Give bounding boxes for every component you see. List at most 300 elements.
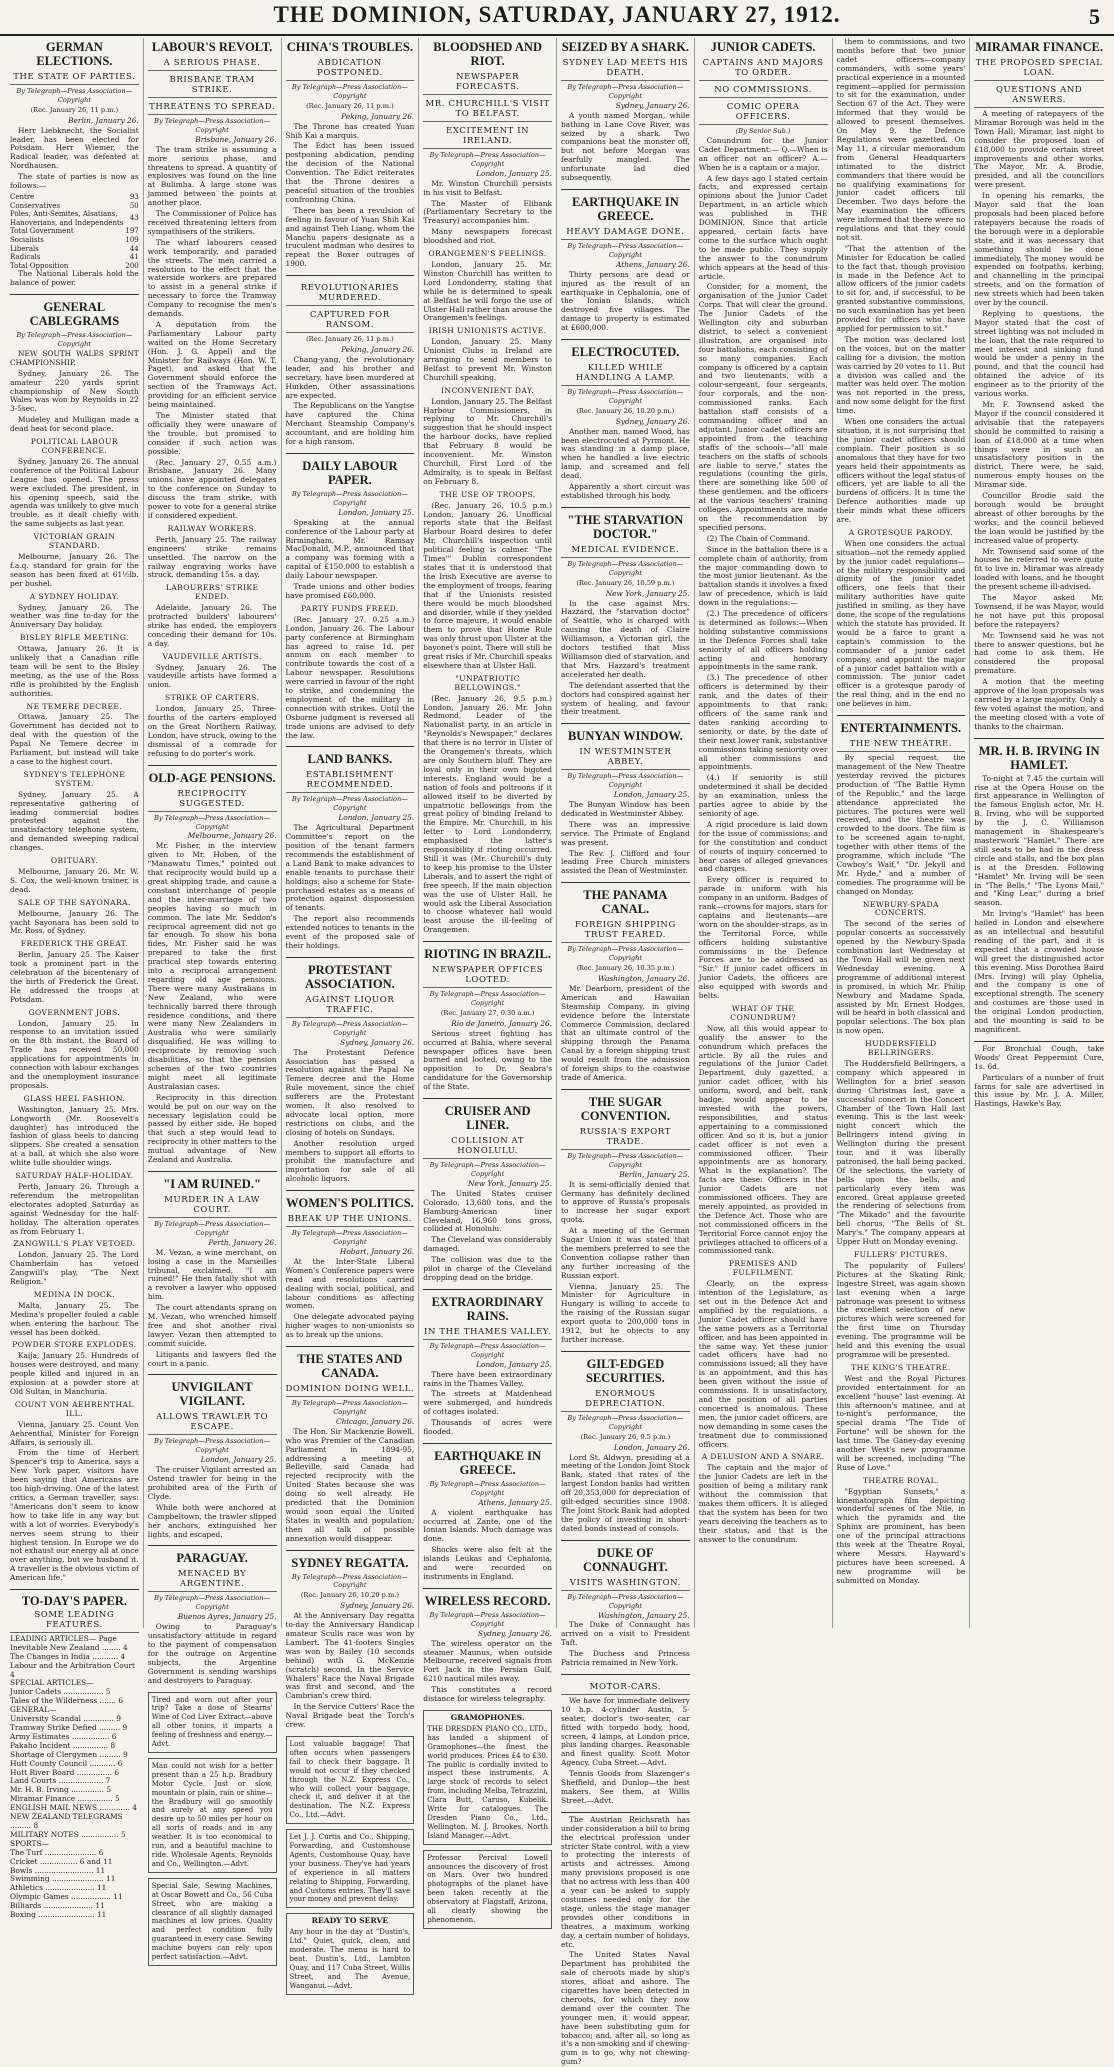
paragraph: Mudeley and Mulligan made a dead heat for second place.	[10, 415, 139, 434]
ad-box	[423, 1710, 552, 1845]
contents-line: University Scandal ............. 9	[10, 1714, 121, 1724]
place-dateline: Washington, January 26.	[597, 974, 690, 983]
article-headline: EARTHQUAKE IN GREECE.	[434, 1448, 542, 1477]
section-text: Ottawa, January 25. The Government has decided not to deal with the question of the Papal Ne Temere decree in Parliament, but instead will take a case to the highest court.	[10, 712, 139, 766]
article-subheading: NO COMMISSIONS.	[699, 85, 828, 98]
article-headline: MIRAMAR FINANCE.	[975, 40, 1103, 54]
paragraph: Since in the battalion there is a complete chain of authority, from the major commanding down to the most junior lieutenant. As the battalion stands it involves a fixed law of precedence, which is laid down in the regulations:—	[698, 544, 828, 608]
article	[561, 189, 690, 333]
place-dateline: London, January 25.	[476, 168, 552, 178]
paragraph: For Bronchial Cough, take Woods' Great Peppermint Cure, 1s. 6d.	[974, 1043, 1104, 1071]
wire-credit: By Telegraph—Press Association—Copyright	[567, 241, 684, 259]
article-subheading: RECIPROCITY SUGGESTED.	[148, 789, 277, 812]
paragraph: By special request, the management of the New Theatre yesterday revived the pictures production of "The Battle Hymn of the Republic," and the large attendance appreciated the pictures. The pictures were well received, and the theatre was crowded to the doors. The film is to be screened again to-night, together with other items of the programme, which include "The Cowboy's Waif," "Dr. Jekyll and Mr. Hyde," and a number of comedies. The programme will be changed on Monday.	[836, 753, 966, 896]
article	[286, 1550, 415, 1730]
section-text: Vienna, January 25. Count Von Aehrenthal, Minister for Foreign Affairs, is seriously ill.	[10, 1419, 139, 1447]
paragraph: Speaking at the annual conference of the Labour party at Birmingham, Mr. Ramsay MacDonald, M.P., announced that a company was forming with a capital of £150,000 to establish a daily Labour newspaper.	[285, 517, 415, 581]
paragraph: Many newspapers forecast bloodshed and riot.	[423, 227, 552, 246]
article	[148, 1171, 277, 1369]
paragraph: One delegate advocated paying higher wages to non-unionists so as to break up the unions.	[285, 1312, 415, 1340]
section-heading: VAUDEVILLE ARTISTS.	[162, 651, 262, 661]
article-headline: GERMAN ELECTIONS.	[36, 40, 113, 68]
column-7	[833, 38, 971, 1628]
article	[423, 1443, 552, 1582]
column-3	[282, 38, 420, 1990]
article-headline: "THE STARVATION DOCTOR."	[567, 512, 684, 541]
wire-credit: By Telegraph—Press Association—Copyright	[429, 1341, 546, 1359]
paragraph: The defendant asserted that the doctors had conspired against her system of healing, and favour their treatment.	[561, 680, 690, 717]
section-heading: ORANGEMEN'S FEELINGS.	[428, 249, 547, 259]
article-headline: BUNYAN WINDOW.	[567, 729, 683, 744]
section-text: The popularity of Fullers' Pictures at the Skating Rink, Ingestre Street, was again shown last evening when a large patronage was present to witness the excellent selection of new pictures which were screened for the first time on Thursday evening. The programme will be held and this evening the usual programme will be presented.	[836, 1260, 966, 1359]
article	[561, 40, 690, 183]
article-headline: "I AM RUINED."	[163, 1176, 261, 1191]
article-headline: DAILY LABOUR PAPER.	[302, 459, 398, 487]
place-dateline: Rio de Janeiro, January 26.	[451, 1018, 552, 1028]
wire-credit: (By Senior Sub.)	[735, 127, 791, 135]
paragraph: Reciprocity in this direction would be put on our way on the necessary legislation could be passed by either side. He hoped that such a step would lead to reciprocity in other matters to the mutual advantage of New Zealand and Australia.	[147, 1092, 277, 1165]
section-heading: MEDINA IN DOCK.	[33, 1289, 115, 1299]
paragraph: (4.) If seniority is still undetermined it shall be decided by an examination, unless the parties agree to abide by the seniority of age.	[698, 773, 828, 818]
paragraph: Tennis Goods from Slazenger's Sheffield, and Dunlop—the best makers. See them, at Willis Street.—Advt.	[561, 1769, 690, 1805]
article-subheading: IN THE THAMES VALLEY.	[423, 1327, 552, 1340]
section-heading: A GROTESQUE PARODY.	[848, 527, 954, 537]
place-dateline: Sydney, January 26.	[340, 1037, 415, 1047]
contents-line: ENGLISH MAIL NEWS ............. 4	[10, 1803, 137, 1813]
article	[286, 1190, 415, 1340]
article	[148, 765, 277, 1165]
section-heading: SATURDAY HALF-HOLIDAY.	[15, 1171, 134, 1181]
contents-line: Billiards ..................... 11	[10, 1901, 105, 1911]
article	[148, 1545, 277, 1685]
paragraph: The Hon. Sir Mackenzie Bowell, who was Premier of the Canadian Parliament in 1894-95, addressing a meeting at Belleville, said Canada had rejected reciprocity with the United States because she was doing so well already. He predicted that the Dominion would soon equal the United States in wealth and population; then all talk of possible annexation would disappear.	[285, 1426, 415, 1543]
table-row	[10, 253, 139, 262]
article-subheading: BRISBANE TRAM STRIKE.	[148, 75, 277, 98]
masthead	[0, 0, 1114, 36]
party-name: Radicals	[10, 253, 41, 262]
article-headline: SYDNEY REGATTA.	[291, 1555, 409, 1570]
received-dateline: (Rec. January 26, 10.20 p.m.)	[300, 1591, 399, 1600]
wire-credit: By Telegraph—Press Association—Copyright	[567, 945, 684, 963]
section-heading: NEWBURY-SPADA CONCERTS.	[862, 899, 939, 918]
article-subheading: ESTABLISHMENT RECOMMENDED.	[286, 770, 415, 793]
section-text: London, January 25. Three-fourths of the carters employed on the Great Northern Railway, London, have struck, owing to the dismissal of a comrade for refusing to do porter's work.	[147, 704, 277, 758]
ad-text: Lost valuable baggage! That often occurs when passengers fail to check their baggage. It would not occur if they checked through the N.Z. Express Co., who will collect your baggage, check it, and deliver it at the destination. The N.Z. Express Co., Ltd.—Advt.	[289, 1739, 411, 1820]
paragraph: The Mayor asked Mr. Townsend, if he was Mayor, would he not have put this proposal before the ratepayers?	[974, 593, 1104, 629]
place-dateline: New York, January 25.	[605, 588, 690, 598]
section-heading: WHAT OF THE CONUNDRUM?	[730, 1004, 797, 1022]
contents-line: Bowls ......................... 11	[10, 1865, 106, 1875]
paragraph: them to commissions, and two months before that two junior cadet officers—company commanders, with some years' practical experience in a mounted regiment—applied for permission to sit for the examination, under Section 67 of the Act. They were informed that they would be allowed to present themselves. On May 9, the Defence Regulations were gazetted. On May 11, a circular memorandum from General Headquarters intimated to the district commanders that there would be no qualifying examinations for junior cadet officers till December. Two days before the May examination the officers were informed that there were no regulations and that they could not sit.	[836, 37, 966, 242]
paragraph: Mr. F. Townsend asked the Mayor if the council considered it advisable that the ratepayers should be committed to raising a loan of £18,000 at a time when things were in such an unsatisfactory position in the district. There were, he said, numerous empty houses on the Miramar side.	[974, 400, 1104, 490]
section-heading: A SYDNEY HOLIDAY.	[29, 591, 119, 601]
paragraph: In the Service Cutters' Race the Naval Brigade beat the Torch's crew.	[285, 1702, 415, 1730]
paragraph: At a meeting of the German Sugar Union it was stated that the members preferred to see the Convention collapse rather than any further increasing of the Russian export.	[561, 1226, 690, 1280]
paragraph: The Austrian Reichsrath has under consideration a bill to bring the electrical profession under stricter State control, with a view to protecting the interests of artists and actresses. Among many provisions proposed is one that no actress with less than 400 a year can be asked to supply costumes needed only for the stage, unless the stage manager provides other conditions in theatres, a maximum working day, a certain number of holidays, etc.	[561, 1814, 690, 1949]
section-text: Kaija, January 25. Hundreds of houses were destroyed, and many people killed and injured in an explosion at a powder store at Old Sultan, in Manchuria.	[10, 1351, 139, 1396]
paragraph: The state of parties is now as follows:—	[10, 172, 139, 191]
column-2	[144, 38, 282, 1962]
party-name: Conservatives	[10, 201, 61, 210]
place-dateline: Peking, January 26.	[341, 345, 415, 355]
section-heading: BISLEY RIFLE MEETING.	[19, 633, 129, 643]
place-dateline: London, January 26.	[613, 1442, 690, 1452]
table-row	[10, 202, 139, 211]
place-dateline: Athens, January 25.	[478, 1497, 552, 1507]
ad-box	[148, 1878, 277, 1966]
article-headline: GILT-EDGED SECURITIES.	[585, 1356, 665, 1385]
place-dateline: Sydney, January 26.	[477, 1628, 552, 1638]
paragraph: The National Liberals hold the balance of power.	[10, 269, 139, 288]
wire-credit: By Telegraph—Press Association—Copyright	[567, 772, 684, 790]
wire-credit: By Telegraph—Press Association—Copyright	[154, 1594, 271, 1612]
wire-credit: By Telegraph—Press Association—Copyright	[429, 990, 546, 1008]
article-subheading: CAPTAINS AND MAJORS TO ORDER.	[699, 58, 828, 81]
section-text: London, January 25. Mr. Winston Churchill has written to Lord Londonderry, stating that while he is determined to speak at Belfast he will forgo the use of Ulster Hall rather than arouse the Orangemen's feelings.	[423, 259, 552, 323]
place-dateline: Athens, January 26.	[616, 259, 690, 269]
paragraph: The United States Naval Department has prohibited the sale of cheroots made by ship's stores, afloat and ashore. The cigarettes have been detected in cheroots, for which they now demand over the counter. The younger men, it would appear, have been substituting gum for tobacco; and, after all, so long as it's a non-smoking and if chewing-gum is to go, why not chewing-gum?	[561, 1950, 690, 2067]
section-text: Perth, January 26. Through a referendum the metropolitan electorates adopted Saturday as against Wednesday for the half-holiday. The alteration operates as from February 1.	[10, 1181, 139, 1236]
wire-credit: By Telegraph—Press Association—Copyright	[16, 331, 133, 349]
section-text: London, January 25. The Belfast Harbour Commissioners, in replying to Mr. Churchill's suggestion that he should inspect the harbour docks, have replied that February 8 would be inconvenient. Mr. Winston Churchill, First Lord of the Admiralty, is to speak in Belfast on February 8.	[423, 396, 552, 486]
section-text: The Huddersfield Bellringers, a company which appeared in Wellington for a brief season during Christmas last, gave a successful concert in the Concert Chamber of the Town Hall last evening. This is the last week-night concert which the Bellringers intend giving in Wellington during the present tour, and it was liberally patronised, the hall being packed. Of the selections, the variety of bells upon the bells, and particularly every item was encored. Great applause greeted the rendering of selections from "The Mikado" and the favourite bell chorus, "The Bells of St. Mary's." The company appears at Upper Hutt on Monday evening.	[836, 1058, 966, 1247]
paragraph: In opening his remarks, the Mayor said that the loan proposals had been placed before ratepayers because the roads of the borough were in a deplorable state, and it was necessary that something should be done immediately. The money would be expended on footpaths, kerbing, and channelling in the principal streets, and on the formation of new streets which had been taken over by the council.	[974, 191, 1104, 308]
contents-heading: TO-DAY'S PAPER.	[21, 1594, 128, 1609]
article	[10, 294, 139, 1583]
article-subheading: CAPTURED FOR RANSOM.	[286, 310, 415, 333]
party-seats: 93	[129, 192, 139, 201]
contents-line: Cricket ................ 6 and 11	[10, 1856, 113, 1866]
received-dateline: (Rec. January 26, 11 p.m.)	[30, 105, 119, 114]
contents-line: LEADING ARTICLES— Page	[10, 1633, 117, 1643]
section-heading: PARTY FUNDS FREED.	[301, 603, 399, 613]
column-8	[970, 38, 1108, 1628]
article-headline: BLOODSHED AND RIOT.	[433, 40, 542, 68]
paragraph: At the Inter-State Liberal Women's Conference papers were read and resolutions carried dealing with social, political, and labour conditions as affecting women.	[285, 1256, 415, 1311]
article	[561, 1812, 690, 2067]
article	[561, 339, 690, 501]
article-subheading: AGAINST LIQUOR TRAFFIC.	[286, 995, 415, 1018]
section-text: Malta, January 25. The Medina's propeller fouled a cable when entering the harbour. The vessel has been docked.	[10, 1300, 139, 1337]
article-headline: EXTRAORDINARY RAINS.	[431, 1294, 544, 1323]
paragraph: Apparently a short circuit was established through his body.	[561, 482, 690, 500]
section-heading: A DELUSION AND A SNARE.	[701, 1452, 825, 1462]
received-dateline: (Rec. January 27, 0.30 a.m.)	[440, 1008, 535, 1017]
article	[561, 882, 690, 1083]
paragraph: Mr. Dearborn, president of the American and Hawaiian Steamship Company, in giving evidence before the Interstate Commerce Commission, declared that an ultimate control of the shipping through the Panama Canal by a foreign shipping trust would result from the admission of foreign ships to the coastwise trade of America.	[561, 983, 690, 1082]
ad-title: READY TO SERVE	[311, 1916, 389, 1926]
place-dateline: New York, January 25.	[467, 1178, 552, 1188]
article	[423, 941, 552, 1092]
article	[286, 40, 415, 269]
article-subheading: FOREIGN SHIPPING TRUST FEARED.	[561, 920, 690, 943]
paragraph: This constitutes a record distance for wireless telegraphy.	[423, 1685, 552, 1704]
paragraph: The Cleveland was considerably damaged.	[423, 1235, 552, 1254]
article-subheading: IN WESTMINSTER ABBEY.	[561, 747, 690, 770]
paragraph: The cruiser Vigilant arrested an Ostend trawler for being in the prohibited area of the Firth of Clyde.	[147, 1465, 277, 1501]
article-headline: PROTESTANT ASSOCIATION.	[305, 962, 395, 991]
received-dateline: (Rec. January 26, 11 p.m.)	[306, 101, 394, 110]
paragraph: When one considers the actual situation, it is not surprising that the junior cadet officers should complain. Their position is so anomalous that they have for two years held their appointments as officers without the legal status of officers, yet are liable to all the burdens of officers. It is time the Defence authorities made up their minds what these officers are.	[836, 417, 966, 525]
paragraph: Mr. Fisher, in the interview given to Mr. Hoben, of the "Manawatu Times," pointed out that reciprocity would build up a great shipping trade, and cause a constant interchange of people and the inter-marriage of two peoples having so much in common. The late Mr. Seddon's reciprocal agreement did not go far enough. To show his bona fides, Mr. Fisher said he was prepared to take the first practical step towards entering into a reciprocal arrangement regarding old age pensions. There were many Australians in New Zealand, who were technically barred there through residence conditions, and there were many New Zealanders in Australia who were similarly disqualified. He was willing to reciprocate by removing such disabilities, so that the pension schemes of the two countries might meet all legitimate Australasian cases.	[147, 841, 277, 1091]
section-text: West and the Royal Pictures provided entertainment for an excellent "house" last evening. At this afternoon's matinee, and at to-night's performance, the special drama "The Tide of Fortune" will be shown for the last time. The Ganey-day evening another West's new programme will be screened, including "The Ruse of Love."	[836, 1373, 966, 1472]
article-subheading: BREAK UP THE UNIONS.	[286, 1214, 415, 1227]
wire-credit: By Telegraph—Press Association—Copyright	[567, 559, 684, 577]
article-headline: MR. H. B. IRVING IN HAMLET.	[978, 743, 1100, 772]
article	[974, 40, 1104, 732]
paragraph: The wharf labourers ceased work temporarily, and paraded the streets. The men carried a resolution to the effect that the waterside workers are prepared to assist in a general strike if necessary to force the Tramway Company to recognise the men's demands.	[147, 237, 277, 319]
section-heading: PREMISES AND FULFILMENT.	[728, 1259, 798, 1278]
article-headline: GENERAL CABLEGRAMS	[29, 300, 120, 329]
section-heading: POLITICAL LABOUR CONFERENCE.	[30, 437, 118, 455]
section-text: (Rec. January 26, 10.5 p.m.) London, January 26. Unofficial reports state that the Belfast Harbour Board desires to defer Mr. Churchill's inspection until political feeling is calmer. "The Times'" Dublin correspondent states that it is understood that the Irish Executive are averse to the employment of troops, fearing that if the Unionists resisted there would be much bloodshed and disorder, while if they yielded to force majeure, it would enable them to prove that Home Rule was only thrust upon Ulster at the bayonet's point. There will still be great risks if Mr. Churchill speaks elsewhere than at Ulster Hall.	[423, 500, 552, 670]
section-heading: IRISH UNIONISTS ACTIVE.	[428, 326, 547, 336]
column-1	[6, 38, 144, 1920]
contents-line: NEW ZEALAND TELEGRAMS ......... 8	[10, 1812, 123, 1830]
paragraph: A deputation from the Parliamentary Labour party waited on the Home Secretary (Hon. J. G. Appel) and the Minister for Railways (Hon. W. T. Paget), and asked that the Government should enforce the section of the Tramways Act, providing for an efficient service being maintained.	[147, 319, 277, 410]
section-heading: THE KING'S THEATRE.	[851, 1362, 951, 1372]
paragraph: The Commissioner of Police has received threatening letters from sympathisers of the strikers.	[147, 209, 277, 236]
wire-credit: By Telegraph—Press Association—Copyright	[291, 1399, 408, 1416]
wire-credit: By Telegraph—Press Association—Copyright	[429, 1479, 546, 1497]
paragraph: Owing to Paraguay's unsatisfactory attitude in regard to the payment of compensation for the outrage on Argentine subjects, the Argentine Government is sending warships and destroyers to Paraguay.	[147, 1622, 277, 1685]
contents-line: SPORTS—	[10, 1838, 49, 1848]
paragraph: We have for immediate delivery 10 h.p. 4-cylinder Austin, 5-seater, doctor's two-seater, car fitted with torpedo body, hood, screen, 4 lamps, at London price, plus landing charges. Reasonable and finest quality. Scott Motor Agency, Cuba Street.—Advt.	[561, 1695, 690, 1768]
section-text: Sydney, January 26. The annual conference of the Political Labour League has opened. The press were excluded. The president, in his opening speech, said the agenda was unlikely to give much trouble, as it dealt chiefly with the same subjects as last year.	[10, 456, 139, 529]
columns-container	[6, 37, 1108, 2067]
ad-box	[286, 1736, 415, 1824]
place-dateline: Berlin, January 25.	[619, 1169, 690, 1179]
ad-text: Man could not wish for a better present than a 25 h.p. Bradbury Motor Cycle. Just or slow, mountain or plain, rain or shine—the Bradbury will go smoothly and surely at any speed you desire up to 50 miles per hour on all sorts of roads and in any weather. It is too economical to run, and a beautiful machine to ride. Wholesale Agents, Reynolds and Co., Wellington.—Advt.	[151, 1761, 273, 1868]
article-headline: SEIZED BY A SHARK.	[561, 40, 690, 54]
contents-line: Inevitable New Zealand ........ 4	[10, 1642, 128, 1652]
place-dateline: Berlin, January 26.	[68, 115, 139, 125]
place-dateline: Hobart, January 26.	[339, 1247, 415, 1256]
contents-line: Labour and the Arbitration Court 4	[10, 1660, 135, 1679]
article-subheading: THREATENS TO SPREAD.	[148, 102, 277, 115]
ad-text: Let J. J. Curtis and Co., Shipping, Forwarding, and Customhouse Agents, Customhouse Quay, have your business. They've had years of experience in all matters relating to Shipping, Forwarding, and Customs entries. They'll save your money and prevent delay.	[289, 1833, 411, 1904]
place-dateline: Sydney, January 26.	[615, 100, 690, 110]
article	[423, 1289, 552, 1437]
contents-line: Athletics ..................... 11	[10, 1883, 107, 1893]
section-heading: POWDER STORE EXPLODES.	[12, 1340, 137, 1350]
article	[561, 1540, 690, 1668]
section-heading: NE TEMERE DECREE.	[26, 701, 123, 711]
section-text: Now, all this would appear to qualify the answer to the conundrum which prefaces the article. By all the rules and regulations of the Junior Cadet Department, duly gazetted, a junior cadet officer, with his uniform, sword, and belt, rank badge, would appear to be invested with the powers, responsibilities, and status appertaining to a commissioned officer. And so it is, but a junior cadet officer is not even a commissioned officer. Their appointments are as honorary. What is the explanation? The facts are these: Officers in the Junior Cadets are not commissioned officers. They are merely appointed, as provided in the Defence Act. Those who are not commissioned officers in the Territorial Force cannot enjoy the privileges attached to officers of a commissioned rank.	[698, 1023, 828, 1256]
paragraph: Mr. Winston Churchill persists in his visit to Belfast.	[423, 178, 552, 197]
article	[561, 1089, 690, 1345]
section-text: Adelaide, January 26. The protracted builders' labourers' strike has ended, the employers conceding their demand for 10s. a day.	[147, 603, 277, 648]
contents-subheading: SOME LEADING FEATURES.	[10, 1610, 139, 1633]
article-subheading: NEWSPAPER OFFICES LOOTED.	[423, 965, 552, 988]
paragraph: While both were anchored at Campbeltown, the trawler slipped her anchors, extinguished her lights, and escaped.	[147, 1502, 277, 1539]
section-text: Washington, January 25. Mrs. Longworth (Mr. Roosevelt's daughter) has introduced the fashion of glass heels to dancing slippers. She created a sensation at a ball, at which she also wore white tulle shoulder wings.	[10, 1104, 139, 1168]
contents-line: Mr. H. B. Irving .............. 5	[10, 1785, 112, 1795]
section-heading: "UNPATRIOTIC BELLOWINGS."	[454, 673, 521, 692]
section-text: Clearly, on the express intention of the Legislature, as set out in the Defence Act and amplified by the regulations, a Junior Cadet officer should have the same powers as a Territorial officer, and has been appointed in the same way. Yet these junior cadet officers have had no commissions issued; all they have is an appointment, and this has been given without the issue of commissions. It is unsatisfactory, and the position of all parties concerned is anomalous. These men, the junior cadet officers, are now demanding in some cases the treatment due to commissioned officers.	[698, 1279, 828, 1449]
paragraph: Thousands of acres were flooded.	[423, 1418, 552, 1437]
contents-line: Shortage of Clergymen ......... 9	[10, 1749, 128, 1759]
section-text: Melbourne, January 26. The yacht Sayonara has been sold to Mr. Ross, of Sydney.	[10, 908, 139, 936]
ad-box	[148, 1758, 277, 1873]
place-dateline: Peking, January 26.	[341, 111, 415, 121]
article	[286, 746, 415, 950]
paragraph: NEW SOUTH WALES SPRINT CHAMPIONSHIP.	[10, 348, 139, 367]
paragraph: The Master of Elibank (Parliamentary Secretary to the Treasury) accompanies him.	[423, 198, 552, 226]
ad-box	[286, 1829, 415, 1908]
paragraph: A few days ago I stated certain facts, and expressed certain opinions about the Junior Cadet Department, in an article which was published in THE DOMINION. Since that article appeared, certain facts have come to the surface which ought to be made public. They supply the answer to the conundrum which appears at the head of this article.	[698, 173, 828, 281]
article-headline: OLD-AGE PENSIONS.	[148, 770, 276, 785]
section-text: (Rec. January 26, 9.5 p.m.) London, January 26. Mr. John Redmond, Leader of the Nationalist party, in an article in "Reynolds's Newspaper," declares that there is no terror in Ulster of the Orangemen's threats, which are only Southern bluff. They are loyal only in their own bigoted interests. England would be a nation of fools and poltroons if it allowed itself to be diverted by unpatriotic bellowings from the great policy of binding Ireland to the Empire. Mr. Churchill, in his letter to Lord Londonderry, emphasised the latter's responsibility if rioting occurred. Still it was (Mr. Churchill's duty to keep his promise to the Ulster Liberals, and to assert the right of free speech. If the main objection was the use of Ulster Hall, he would ask the Liberal Association to choose whatever hall would least arouse the ill-feeling of Orangemen.	[423, 693, 552, 935]
article-headline: JUNIOR CADETS.	[710, 40, 816, 54]
section-text: London, January 25. Many Unionist Clubs in Ireland are arranging to send members to Belfast to prevent Mr. Winston Churchill speaking.	[423, 337, 552, 382]
paragraph: Thirty persons are dead or injured as the result of an earthquake in Cephalonia, one of the Ionian Islands, which destroyed five villages. The damage to property is estimated at £600,000.	[561, 269, 690, 333]
article	[286, 1346, 415, 1544]
party-name: Total Government	[10, 227, 74, 236]
received-dateline: (Rec. January 26, 10.20 p.m.)	[576, 406, 675, 415]
article-subheading: THE NEW THEATRE.	[837, 739, 966, 752]
paragraph: Another man, named Wood, has been electrocuted at Pyrmont. He was standing in a damp place, when he handled a live electric lamp, and screamed and fell dead.	[561, 426, 690, 481]
section-heading: THEATRE ROYAL.	[862, 1475, 939, 1485]
place-dateline: Brisbane, January 26.	[195, 134, 277, 144]
wire-credit: By Telegraph—Press Association—Copyright	[154, 813, 271, 831]
article-subheading: QUESTIONS AND ANSWERS.	[974, 85, 1104, 108]
article-subheading: A SERIOUS PHASE.	[148, 58, 277, 71]
paragraph: The Bunyan Window has been dedicated in Westminster Abbey.	[561, 800, 690, 818]
paragraph: The tram strike is assuming a more serious phase, and threatens to spread. A quantity of explosives was found on the line at Bulimba. A large stone was jammed between the points at another place.	[147, 144, 277, 208]
article	[148, 1374, 277, 1539]
contents-line: Hutt County Council ........... 6	[10, 1758, 123, 1768]
article-subheading: NEWSPAPER FORECASTS.	[423, 72, 552, 95]
article	[423, 1098, 552, 1283]
place-dateline: Melbourne, January 26.	[187, 831, 277, 841]
section-heading: RAILWAY WORKERS.	[167, 523, 257, 533]
contents-line: Pakaho Incident ............... 8	[10, 1740, 116, 1750]
paragraph: Shocks were also felt at the islands Leukas and Cephalonia, and were recorded on instruments in England.	[423, 1545, 552, 1581]
paragraph: The collision was due to the pilot in charge of the Cleveland dropping dead on the bridge.	[423, 1255, 552, 1282]
article	[286, 957, 415, 1184]
received-dateline: (Rec. January 26, 9.5 p.m.)	[580, 1432, 671, 1441]
section-text: Sydney, January 26. The vaudeville artists have formed a union.	[147, 662, 277, 690]
wire-credit: By Telegraph—Press Association—Copyright	[154, 1437, 271, 1455]
place-dateline: London, January 25.	[338, 813, 415, 823]
contents-line: The Changes in India ........... 4	[10, 1651, 126, 1661]
wire-credit: By Telegraph—Press Association—Copyright	[567, 1151, 684, 1169]
article-headline: LAND BANKS.	[307, 752, 393, 767]
contents-line: SPECIAL ARTICLES—	[10, 1678, 94, 1688]
article	[974, 738, 1104, 1035]
article	[699, 40, 828, 1544]
section-text: Sydney, January 25. A representative gathering of leading commercial bodies protested against the unsatisfactory telephone system, and demanded sweeping radical changes.	[10, 789, 139, 853]
wire-credit: By Telegraph—Press Association—Copyright	[429, 1610, 546, 1628]
paragraph: Chang-yang, the revolutionary leader, and his brother and secretary, have been murdered at Hinkden. Other assassinations are expected.	[285, 354, 415, 400]
section-heading: GOVERNMENT JOBS.	[28, 1007, 121, 1017]
paragraph: Serious street fighting has occurred at Bahia, where several newspaper offices have been burned and looted, owing to the opposition to Dr. Seabra's candidature for the Governorship of the State.	[423, 1028, 552, 1092]
received-dateline: (Rec. January 26, 10.59 p.m.)	[576, 578, 675, 587]
paragraph: (2) The Chain of Command.	[706, 533, 811, 543]
section-heading: LABOURERS' STRIKE ENDED.	[165, 583, 259, 602]
section-text: (Rec. January 27, 0.25 a.m.) London, January 26. The Labour party conference at Birmingham has agreed to raise 1d. per annum on each member to contribute towards the cost of a Labour newspaper. Resolutions were carried in favour of the right to strike, and condemning the employment of the military in connection with strikes. Until the Osborne judgment is reversed all trade unions are advised to defy the law.	[285, 614, 415, 740]
wire-credit: By Telegraph—Press Association—Copyright	[291, 1229, 408, 1247]
paragraph: At the Anniversary Day regatta to-day the Anniversary Handicap amateur Sculls race was won by Lambert. The 41-footers Singles was won by Bailey (10 seconds behind) with G. McKenzie (scratch) second. In the Service Whalers' Race the Naval Brigade was first and second, and the Cambrian's crew third.	[285, 1611, 415, 1701]
article	[837, 38, 966, 709]
paragraph: Mr. Irving's "Hamlet" has been hailed in London and elsewhere as an intellectual and beautiful reading of the part, and it is expected that a crowded house will greet the distinguished actor this evening. Miss Dorothea Baird (Mrs. Irving) will play Ophelia, and the company is one of exceptional strength. The scenery and costumes are those used in the original London production, and the mounting is said to be magnificent.	[974, 909, 1104, 1034]
paragraph: Councillor Brodie said the borough would be brought abreast of other boroughs by the works, and the council believed the loan would be justified by the increased value of property.	[974, 491, 1104, 545]
section-text: "Egyptian Sunsets," a kinematograph film depicting wonderful scenes of the Nile, in which the pyramids and the Sphinx are prominent, has been one of the principal attractions this week at the Theatre Royal, where Messrs. Hayward's pictures have been screened. A new programme will be submitted on Monday.	[836, 1486, 966, 1585]
section-heading: SYDNEY'S TELEPHONE SYSTEM.	[23, 769, 126, 788]
paragraph: To-night at 7.45 the curtain will rise at the Opera House on the first appearance in Wellington of the famous English actor, Mr. H. B. Irving, who will be supported by the J. C. Williamson management in Shakespeare's masterwork "Hamlet." There are still seats to be had in the dress circle and stalls, and the box plan is at the Dresden. Following "Hamlet" Mr. Irving will be seen in "The Bells," "The Lyons Mail," and "King Lear," during a brief season.	[974, 773, 1104, 908]
article-subheading: MENACED BY ARGENTINE.	[148, 1569, 277, 1592]
section-heading: ZANGWILL'S PLAY VETOED.	[13, 1239, 136, 1249]
place-dateline: Perth, January 26.	[208, 1237, 277, 1247]
paragraph: The Rev. J. Clifford and four leading Free Church ministers assisted the Dean of Westminster.	[561, 848, 690, 876]
article-subheading: VISITS WASHINGTON.	[561, 1578, 690, 1591]
article-headline: RIOTING IN BRAZIL.	[424, 947, 551, 962]
article	[561, 723, 690, 876]
place-dateline: Buenos Ayres, January 25.	[177, 1612, 277, 1622]
column-6	[695, 38, 833, 1628]
article	[148, 40, 277, 759]
article-headline: WIRELESS RECORD.	[424, 1593, 551, 1608]
contents-line: Hutt River Board ............... 6	[10, 1767, 120, 1777]
contents-line: Swimming ...................... 11	[10, 1874, 116, 1884]
wire-credit: By Telegraph—Press Association—Copyright	[291, 1572, 408, 1590]
party-name: Socialists	[10, 235, 44, 244]
paragraph: A motion that the meeting approve of the loan proposals was carried by a large majority. Only a few voted against the motion, and the meeting closed with a vote of thanks to the chairman.	[974, 677, 1104, 731]
paragraph: Mr. Townsend said some of the houses he referred to were quite fit to live in. Miramar was already loaded with loans, and he thought the present scheme ill-advised.	[974, 546, 1104, 592]
section-text: Ottawa, January 26. It is unlikely that a Canadian rifle team will be sent to the Bisley meeting, as the use of the Ross rifle is prohibited by the English authorities.	[10, 644, 139, 698]
contents-line: The Turf ...................... 6	[10, 1847, 104, 1857]
ad-text: Any hour in the day at "Dustin's, Ltd." Quiet, quick, clean, and moderate. The menu is hard to beat. Dustin's, Ltd., Lambton Quay, and 117 Cuba Street, Willis Street, and The Avenue, Wanganui.—Advt.	[289, 1928, 411, 1990]
ad-title: GRAMOPHONES.	[450, 1712, 525, 1722]
paragraph: The Duke of Connaught has arrived on a visit to President Taft.	[561, 1620, 690, 1648]
party-seats: 200	[125, 261, 139, 270]
party-seats: 41	[129, 253, 139, 262]
paragraph: Litigants and lawyers fled the court in a panic.	[147, 1349, 277, 1368]
article-subheading: MEDICAL EVIDENCE.	[561, 545, 690, 558]
article-subheading: COLLISION AT HONOLULU.	[423, 1136, 552, 1159]
section-text: London, January 25. In response to an invitation issued on the 8th instant, the Board of Trade has received 50,000 applications for appointments in connection with labour exchanges and the unemployment insurance proposals.	[10, 1018, 139, 1090]
paragraph: The Edict has been issued postponing abdication, pending the decision of the National Convention. The Edict reiterates that the Throne desires a peaceful situation of the troubles confronting China.	[285, 141, 415, 204]
received-dateline: (Rec. January 26, 10.35 p.m.)	[576, 964, 675, 973]
article-headline: PARAGUAY.	[176, 1551, 248, 1566]
paragraph: The Throne has created Yuan Shih Kai a marquis.	[285, 121, 415, 140]
section-heading: VICTORIAN GRAIN STANDARD.	[33, 532, 116, 551]
section-text: London, January 25. The Lord Chamberlain has vetoed Zangwill's play, "The Next Religion."	[10, 1250, 139, 1287]
article	[423, 1588, 552, 1704]
paragraph: The Agricultural Department Committee's report on the position of the tenant farmers recommends the establishment of a Land Bank to make advances to enable tenants to purchase their holdings; also a scheme for State-purchased estates as a means of protection against dispossession of tenants.	[285, 823, 415, 913]
contents-line: Junior Cadets ................. 5	[10, 1687, 111, 1697]
wire-credit: By Telegraph—Press Association—Copyright	[154, 1219, 271, 1237]
place-dateline: London, January 25.	[200, 1455, 277, 1465]
article-subheading: MR. CHURCHILL'S VISIT TO BELFAST.	[423, 99, 552, 122]
column-4	[419, 38, 557, 1924]
wire-credit: By Telegraph—Press Association—Copyright	[567, 388, 684, 405]
article-subheading: ENORMOUS DEPRECIATION.	[561, 1389, 690, 1412]
paragraph: A violent earthquake has occurred at Zante, one of the Ionian Islands. Much damage was done.	[423, 1507, 552, 1544]
paragraph: The Duchess and Princess Patricia remained in New York.	[561, 1649, 690, 1668]
article	[10, 40, 139, 288]
paragraph: The report also recommends extended notices to tenants in the event of the proposed sale of their holdings.	[285, 914, 415, 950]
article-subheading: HEAVY DAMAGE DONE.	[561, 227, 690, 240]
table-row	[10, 236, 139, 245]
ad-text: Professor Percival Lowell announces the discovery of frost on Mars. Over two hundred photographs of the planet have been taken recently at the observatory at Flagstaff, Arizona, all clearly showing the phenomenon.	[427, 1853, 548, 1924]
paragraph: It is semi-officially denied that Germany has definitely declined to approve of Russia's proposals to increase her sugar export quota.	[561, 1179, 690, 1225]
wire-credit: By Telegraph—Press Association—Copyright	[567, 1592, 684, 1610]
paragraph: (2.) The precedence of officers is determined as follows:—When holding substantive commissions in the Defence Forces shall take seniority of all officers holding acting and honorary appointments in the same rank.	[698, 609, 828, 672]
paragraph: The Minister stated that officially they were unaware of the trouble, but promised to consider if such action was possible.	[147, 411, 277, 456]
article-subheading: MOTOR-CARS.	[561, 1682, 690, 1695]
